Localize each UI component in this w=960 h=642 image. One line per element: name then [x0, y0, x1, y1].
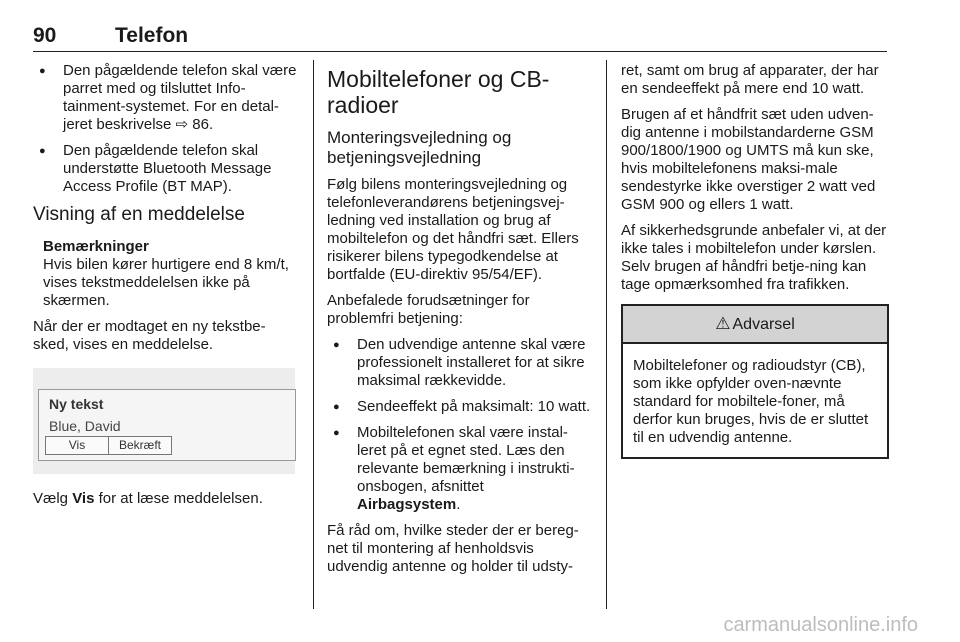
column-2: [327, 62, 593, 584]
note-text: Hvis bilen kører hurtigere end 8 km/t, vises tekstmeddelelsen ikke på skærmen.: [43, 256, 289, 309]
popup-sender: Blue, David: [49, 418, 121, 434]
message-popup: [38, 389, 296, 461]
list-item: ● Den pågældende telefon skal være parret med og tilsluttet Info-tainment-systemet. For en detal-jeret beskrivelse ⇨ 86.: [33, 62, 299, 134]
paragraph: ret, samt om brug af apparater, der har en sendeeffekt på mere end 10 watt.: [621, 62, 879, 97]
warning-box: [621, 304, 889, 459]
paragraph: Når der er modtaget en ny tekstbe-sked, vises en meddelelse.: [33, 318, 266, 353]
warning-icon: ⚠: [715, 314, 731, 333]
sub-heading: Monteringsvejledning og betjeningsvejledning: [327, 128, 512, 167]
text: .: [456, 496, 461, 513]
bold-text: Airbagsystem: [357, 496, 457, 513]
bold-text: Vis: [72, 490, 95, 507]
note-label: Bemærkninger: [43, 238, 149, 255]
watermark: carmanualsonline.info: [723, 614, 918, 636]
text: for at læse meddelelsen.: [94, 490, 263, 507]
page-number: 90: [33, 24, 57, 47]
paragraph: [33, 490, 299, 508]
text: Vælg: [33, 490, 73, 507]
warning-header: [623, 306, 887, 344]
page-header: [33, 24, 188, 48]
confirm-button[interactable]: Bekræft: [109, 436, 172, 455]
paragraph: Få råd om, hvilke steder der er bereg-net til montering af henholdsvis udvendig antenne og holder til udsty-: [327, 522, 579, 575]
list-item: ● Den pågældende telefon skal understøtte Bluetooth Message Access Profile (BT MAP).: [33, 142, 299, 196]
column-3: [621, 62, 889, 459]
list-item: ● Sendeeffekt på maksimalt: 10 watt.: [327, 398, 593, 416]
paragraph: Af sikkerhedsgrunde anbefaler vi, at der ikke tales i mobiltelefon under kørslen. Selv brugen af håndfri betje-ning kan tage opmærksomhed fra trafikken.: [621, 222, 887, 293]
column-1: [33, 62, 299, 516]
display-screenshot: [33, 368, 295, 474]
paragraph: Følg bilens monteringsvejledning og telefonleverandørens betjeningsvej-ledning ved installation og brug af mobiltelefon og det håndfri sæt. Ellers risikerer bilens typegodkendelse at bortfalde (EU-direktiv 95/54/EF).: [327, 176, 579, 283]
column-divider-2: [606, 60, 607, 609]
note-block: [33, 238, 299, 310]
popup-buttons: [45, 436, 172, 455]
view-button[interactable]: Vis: [45, 436, 109, 455]
list-item: ● Den udvendige antenne skal være professionelt installeret for at sikre maksimal rækkevidde.: [327, 336, 593, 390]
text: Mobiltelefonen skal være instal-leret på et egnet sted. Læs den relevante bemærkning i instrukti-onsbogen, afsnittet: [357, 424, 575, 495]
section-heading: Visning af en meddelelse: [33, 204, 245, 225]
header-divider: [33, 51, 887, 52]
warning-text: Mobiltelefoner og radioudstyr (CB), som ikke opfylder oven-nævnte standard for mobiltele-foner, må derfor kun bruges, hvis de er sluttet til en udvendig antenne.: [633, 357, 869, 446]
list-item: [327, 424, 593, 514]
paragraph: Brugen af et håndfrit sæt uden udven-dig antenne i mobilstandarderne GSM 900/1800/1900 og UMTS må kun ske, hvis mobiltelefonens maksi-male sendestyrke ikke overstiger 2 watt ved GSM 900 og ellers 1 watt.: [621, 106, 876, 213]
column-divider-1: [313, 60, 314, 609]
warning-title: Advarsel: [732, 316, 795, 333]
popup-title: Ny tekst: [49, 396, 104, 412]
page-title: Telefon: [115, 24, 189, 47]
paragraph: Anbefalede forudsætninger for problemfri betjening:: [327, 292, 530, 327]
chapter-title: Mobiltelefoner og CB-radioer: [327, 66, 550, 118]
